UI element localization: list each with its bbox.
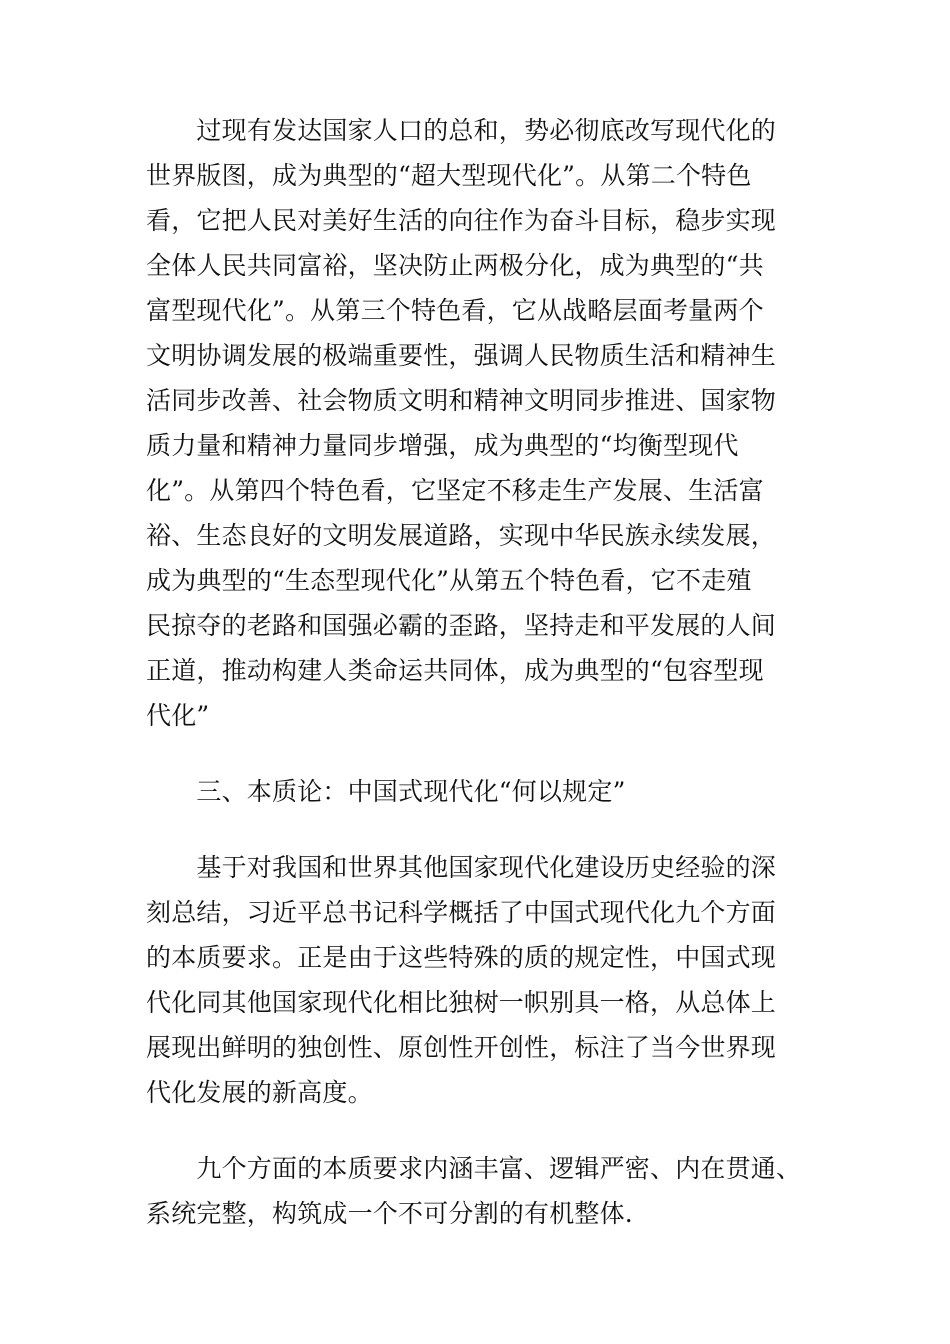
section-heading-text: 三、本质论：中国式现代化“何以规定”	[146, 777, 626, 806]
text-line: 看，它把人民对美好生活的向往作为奋斗目标，稳步实现	[146, 206, 777, 235]
nine-aspects-paragraph	[146, 1146, 820, 1236]
paragraph-spacer	[146, 814, 820, 845]
text-line: 活同步改善、社会物质文明和精神文明同步推进、国家物	[146, 386, 777, 415]
text-line: 全体人民共同富裕，坚决防止两极分化，成为典型的“共	[146, 251, 764, 280]
text-line: 的本质要求。正是由于这些特殊的质的规定性，中国式现	[146, 943, 777, 972]
text-line: 成为典型的“生态型现代化”从第五个特色看，它不走殖	[146, 566, 752, 595]
text-line: 世界版图，成为典型的“超大型现代化”。从第二个特色	[146, 161, 752, 190]
text-line: 展现出鲜明的独创性、原创性开创性，标注了当今世界现	[146, 1033, 777, 1062]
text-line: 代化”	[146, 701, 210, 730]
text-line: 富型现代化”。从第三个特色看，它从战略层面考量两个	[146, 296, 764, 325]
text-line: 九个方面的本质要求内涵丰富、逻辑严密、内在贯通、	[146, 1154, 802, 1183]
text-line: 正道，推动构建人类命运共同体，成为典型的“包容型现	[146, 656, 764, 685]
text-line: 代化同其他国家现代化相比独树一帜别具一格，从总体上	[146, 988, 777, 1017]
text-line: 化”。从第四个特色看，它坚定不移走生产发展、生活富	[146, 476, 764, 505]
text-line: 刻总结，习近平总书记科学概括了中国式现代化九个方面	[146, 898, 777, 927]
intro-continuation-paragraph	[146, 108, 820, 738]
section-heading	[146, 769, 820, 814]
document-body	[146, 108, 820, 1236]
paragraph-spacer	[146, 738, 820, 769]
text-line: 民掠夺的老路和国强必霸的歪路，坚持走和平发展的人间	[146, 611, 777, 640]
text-line: 文明协调发展的极端重要性，强调人民物质生活和精神生	[146, 341, 777, 370]
text-line: 基于对我国和世界其他国家现代化建设历史经验的深	[146, 853, 777, 882]
text-line: 质力量和精神力量同步增强，成为典型的“均衡型现代	[146, 431, 739, 460]
text-line: 裕、生态良好的文明发展道路，实现中华民族永续发展，	[146, 521, 777, 550]
text-line: 系统完整，构筑成一个不可分割的有机整体.	[146, 1199, 633, 1228]
text-line: 过现有发达国家人口的总和，势必彻底改写现代化的	[146, 116, 777, 145]
text-line: 代化发展的新高度。	[146, 1078, 373, 1107]
essence-paragraph	[146, 845, 820, 1115]
paragraph-spacer	[146, 1115, 820, 1146]
